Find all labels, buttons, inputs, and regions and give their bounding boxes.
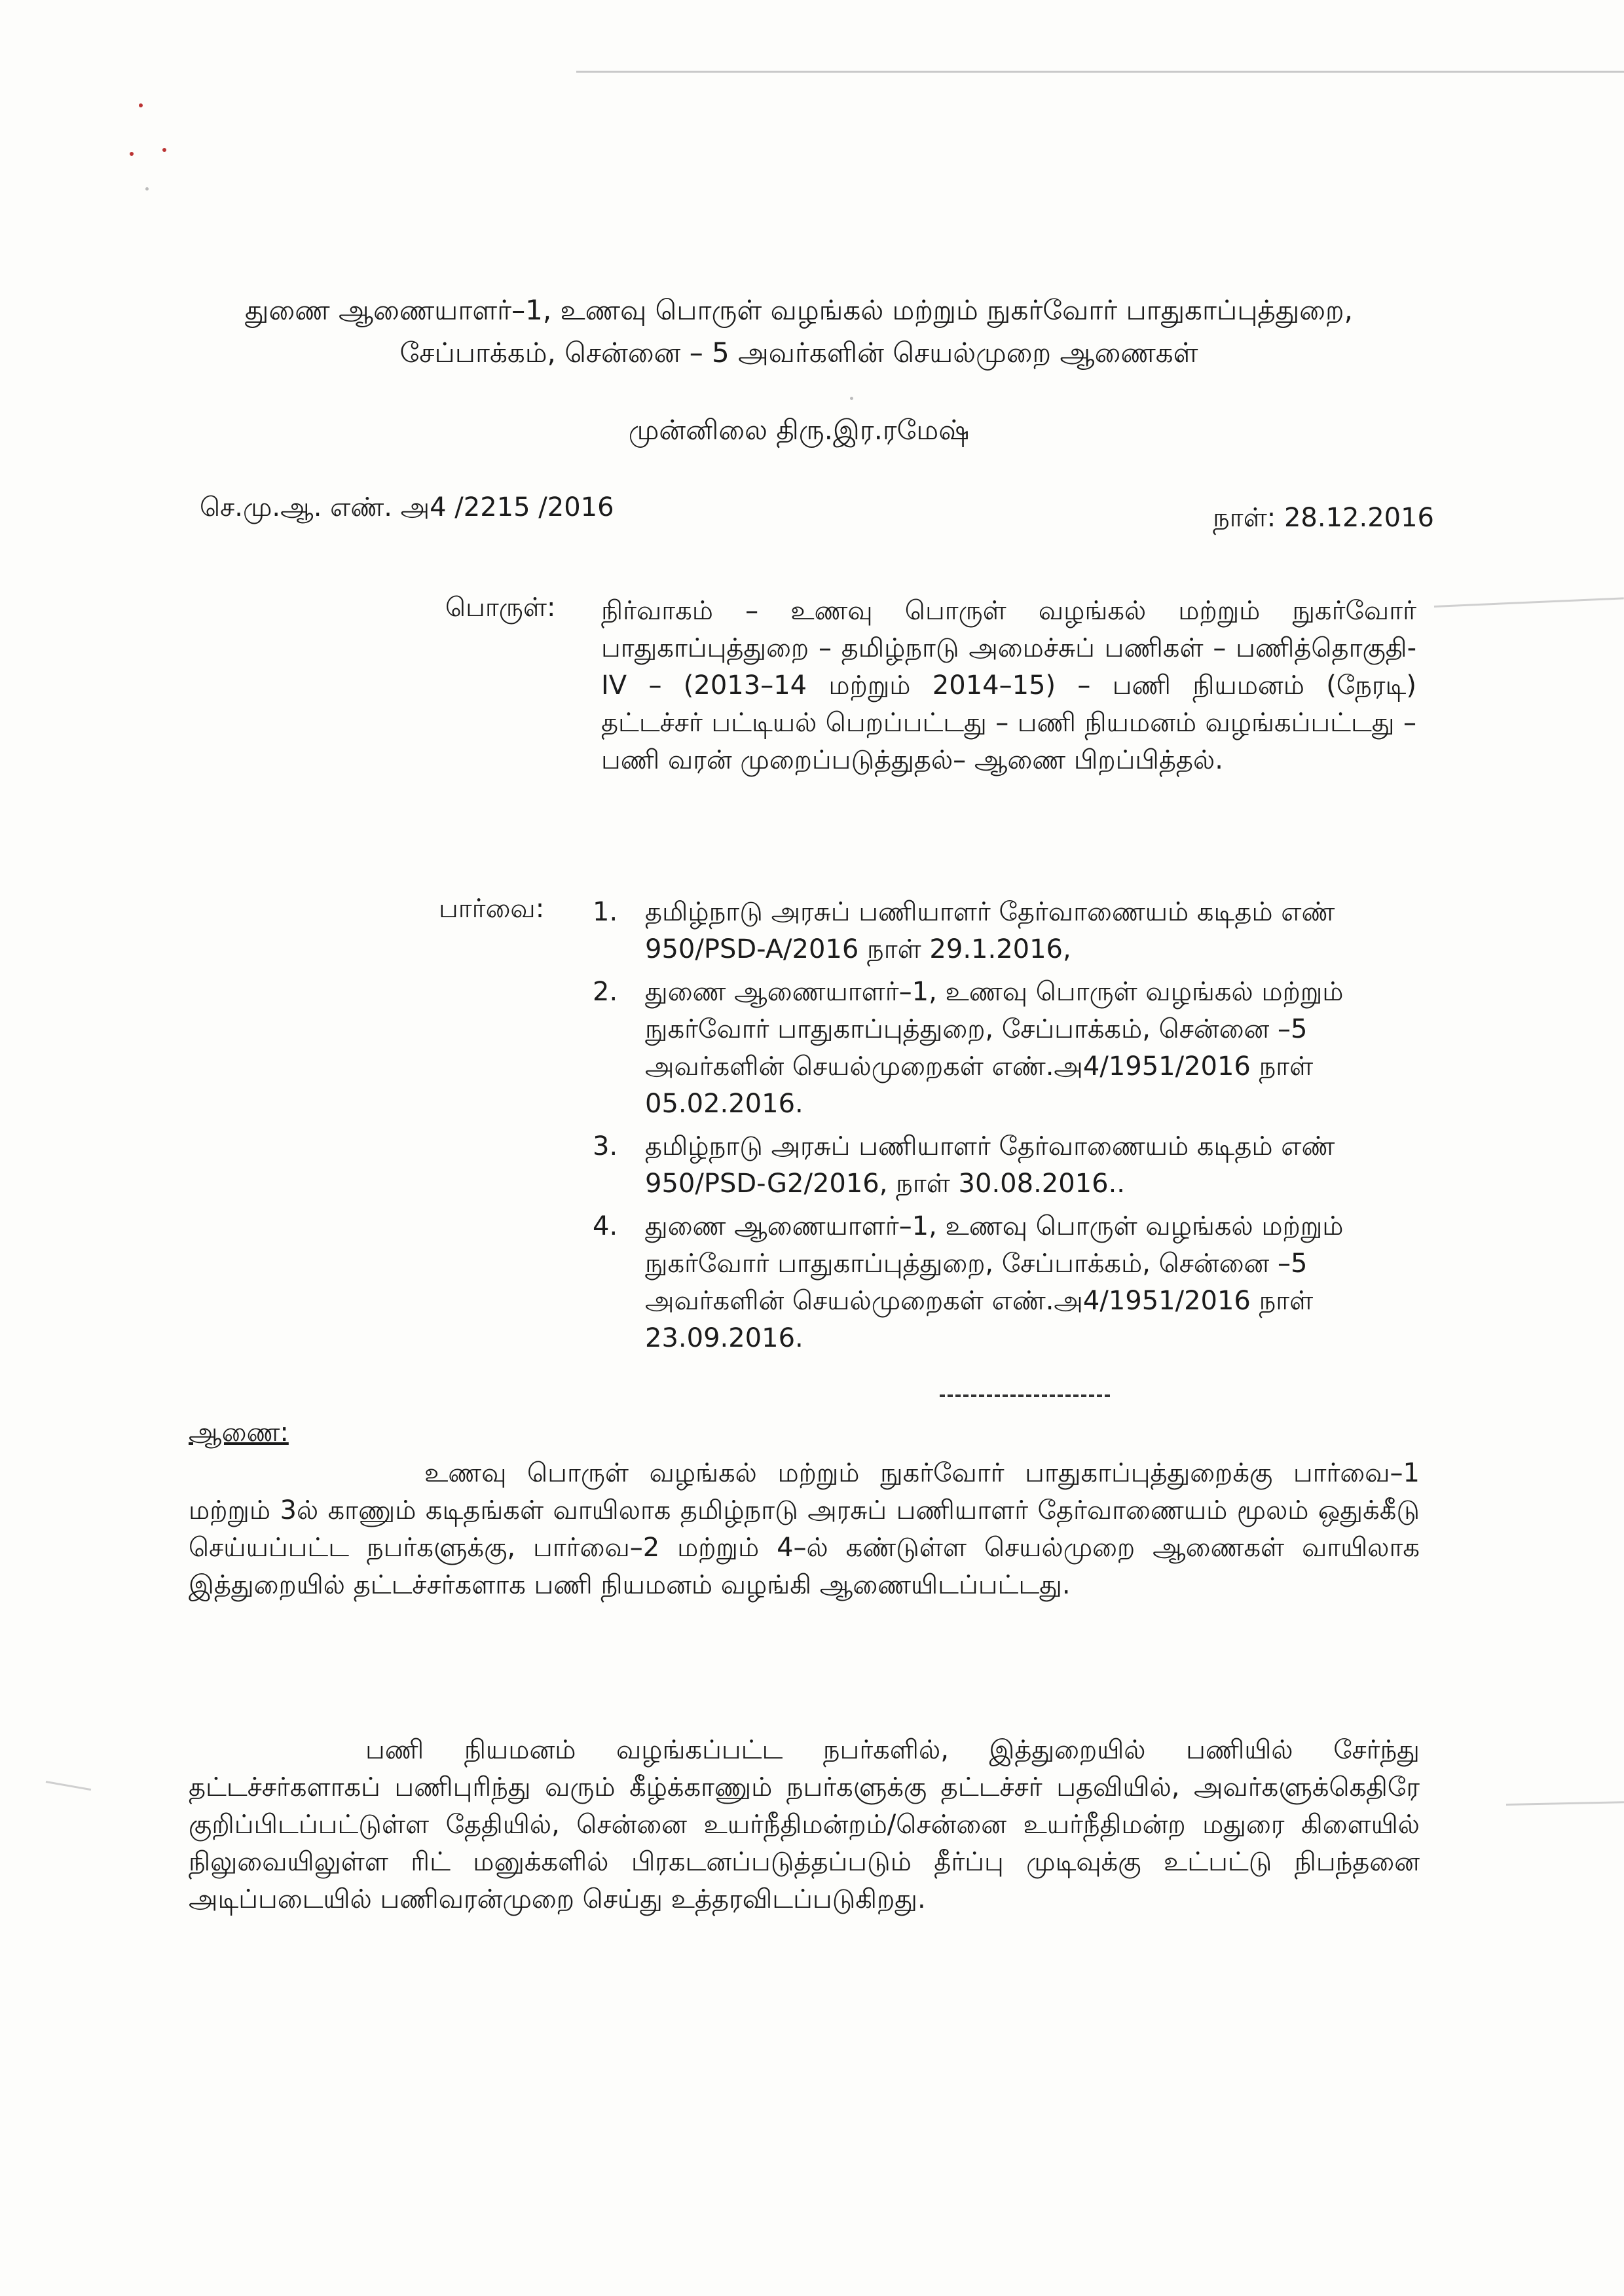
reference-number-label: 4. — [593, 1211, 618, 1241]
references-list — [593, 894, 1418, 1357]
reference-number-label: 3. — [593, 1131, 618, 1161]
heading-line-1: துணை ஆணையாளர்–1, உணவு பொருள் வழங்கல் மற்றும் நுகர்வோர் பாதுகாப்புத்துறை, — [245, 294, 1353, 326]
order-date: நாள்: 28.12.2016 — [1213, 503, 1434, 533]
paper-fold-mark — [46, 1781, 91, 1791]
reference-item — [593, 1128, 1418, 1203]
scan-speck — [145, 187, 149, 191]
references-label: பார்வை: — [439, 894, 545, 924]
reference-number-label: 1. — [593, 897, 618, 927]
scan-speck — [850, 397, 853, 400]
reference-text: துணை ஆணையாளர்–1, உணவு பொருள் வழங்கல் மற்றும் நுகர்வோர் பாதுகாப்புத்துறை, சேப்பாக்கம், சென்னை –5 அவர்களின் செயல்முறைகள் எண்.அ4/1951/2016 நாள் 23.09.2016. — [645, 1211, 1344, 1353]
reference-text: தமிழ்நாடு அரசுப் பணியாளர் தேர்வாணையம் கடிதம் எண் 950/PSD-G2/2016, நாள் 30.08.2016.. — [645, 1131, 1335, 1199]
reference-item — [593, 1208, 1418, 1357]
order-paragraph-2: பணி நியமனம் வழங்கப்பட்ட நபர்களில், இத்துறையில் பணியில் சேர்ந்து தட்டச்சர்களாகப் பணிபுரிந்து வரும் கீழ்க்காணும் நபர்களுக்கு தட்டச்சர் பதவியில், அவர்களுக்கெதிரே குறிப்பிடப்பட்டுள்ள தேதியில், சென்னை உயர்நீதிமன்றம்/சென்னை உயர்நீதிமன்ற மதுரை கிளையில் நிலுவையிலுள்ள ரிட் மனுக்களில் பிரகடனப்படுத்தப்படும் தீர்ப்பு முடிவுக்கு உட்பட்டு நிபந்தனை அடிப்படையில் பணிவரன்முறை செய்து உத்தரவிடப்படுகிறது. — [189, 1735, 1420, 1914]
subject-text: நிர்வாகம் – உணவு பொருள் வழங்கல் மற்றும் நுகர்வோர் பாதுகாப்புத்துறை – தமிழ்நாடு அமைச்சுப் பணிகள் – பணித்தொகுதி- IV – (2013–14 மற்றும் 2014–15) – பணி நியமனம் (நேரடி) தட்டச்சர் பட்டியல் பெறப்பட்டது – பணி நியமனம் வழங்கப்பட்டது –பணி வரன் முறைப்படுத்துதல்– ஆணை பிறப்பித்தல். — [601, 596, 1416, 775]
paper-fold-mark — [1434, 597, 1624, 608]
order-heading: ஆணை: — [189, 1417, 289, 1448]
scan-speck — [130, 152, 134, 156]
heading-line-2: சேப்பாக்கம், சென்னை – 5 அவர்களின் செயல்முறை ஆணைகள் — [399, 337, 1198, 369]
paper-fold-mark — [1506, 1801, 1624, 1806]
scan-speck — [139, 103, 143, 107]
scan-speck — [162, 148, 166, 152]
reference-number: செ.மு.ஆ. எண். அ4 /2215 /2016 — [200, 492, 614, 522]
reference-text: தமிழ்நாடு அரசுப் பணியாளர் தேர்வாணையம் கடிதம் எண் 950/PSD-A/2016 நாள் 29.1.2016, — [645, 897, 1335, 964]
reference-number-label: 2. — [593, 977, 618, 1007]
reference-item — [593, 894, 1418, 968]
subject-label: பொருள்: — [445, 592, 556, 623]
presiding-officer: முன்னிலை திரு.இர.ரமேஷ் — [628, 414, 970, 446]
reference-item — [593, 974, 1418, 1123]
order-paragraph-1: உணவு பொருள் வழங்கல் மற்றும் நுகர்வோர் பாதுகாப்புத்துறைக்கு பார்வை–1 மற்றும் 3ல் காணும் கடிதங்கள் வாயிலாக தமிழ்நாடு அரசுப் பணியாளர் தேர்வாணையம் மூலம் ஒதுக்கீடு செய்யப்பட்ட நபர்களுக்கு, பார்வை–2 மற்றும் 4–ல் கண்டுள்ள செயல்முறை ஆணைகள் வாயிலாக இத்துறையில் தட்டச்சர்களாக பணி நியமனம் வழங்கி ஆணையிடப்பட்டது. — [189, 1458, 1420, 1600]
section-divider — [940, 1394, 1110, 1397]
scan-edge-line — [576, 71, 1624, 73]
reference-text: துணை ஆணையாளர்–1, உணவு பொருள் வழங்கல் மற்றும் நுகர்வோர் பாதுகாப்புத்துறை, சேப்பாக்கம், சென்னை –5 அவர்களின் செயல்முறைகள் எண்.அ4/1951/2016 நாள் 05.02.2016. — [645, 977, 1344, 1119]
